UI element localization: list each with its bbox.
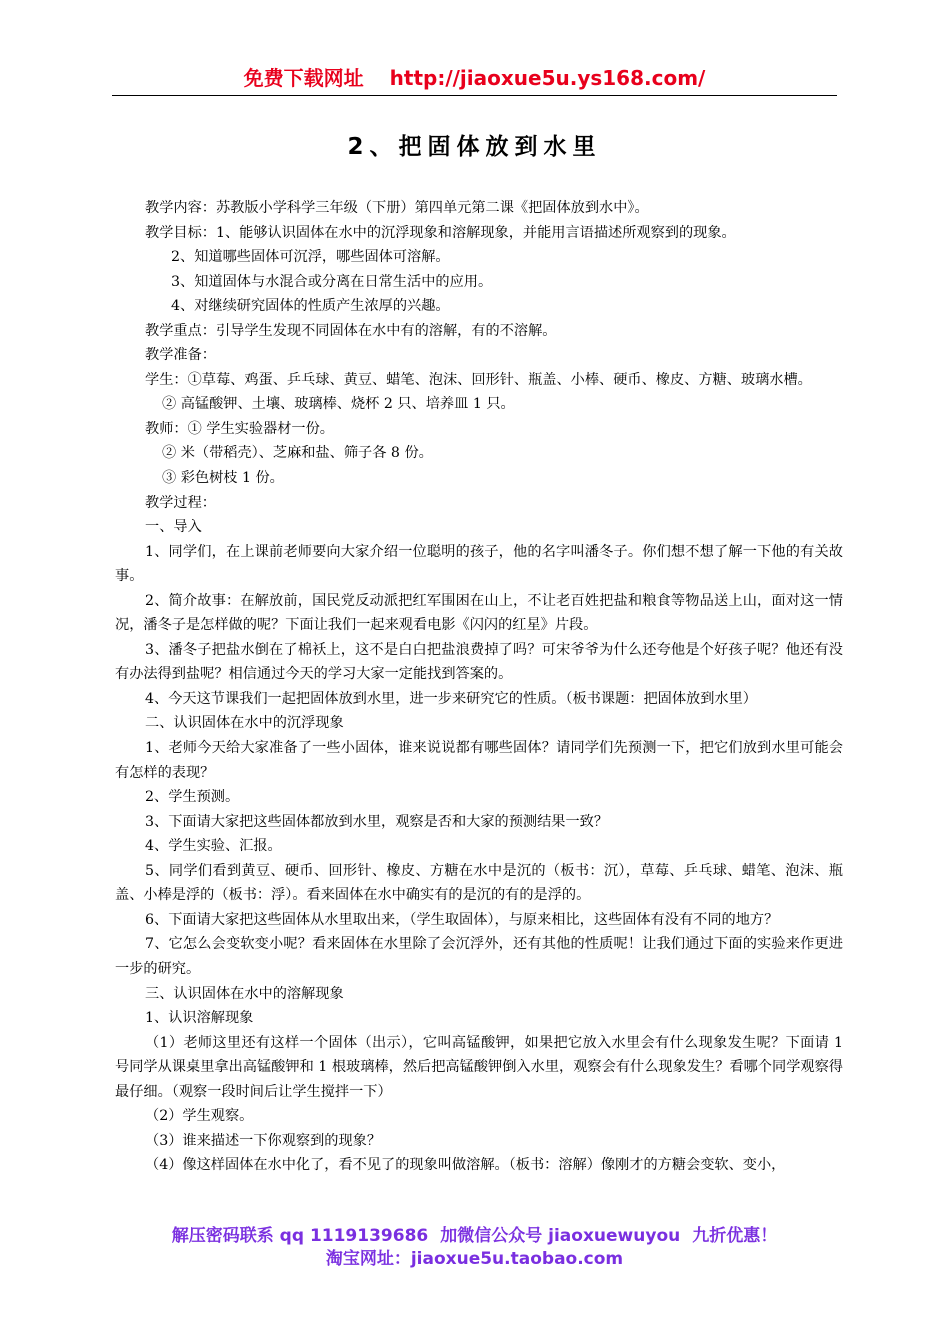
paragraph: ② 高锰酸钾、土壤、玻璃棒、烧杯 2 只、培养皿 1 只。 <box>162 396 515 413</box>
section-heading: 二、认识固体在水中的沉浮现象 <box>145 715 344 732</box>
footer-wechat: 加微信公众号 jiaoxuewuyou <box>440 1226 681 1246</box>
paragraph: 教学重点：引导学生发现不同固体在水中有的溶解，有的不溶解。 <box>145 322 557 339</box>
paragraph: 7、它怎么会变软变小呢？看来固体在水里除了会沉浮外，还有其他的性质呢！让我们通过下面的实验来作更进一步的研究。 <box>115 936 843 977</box>
paragraph: 2、学生预测。 <box>145 789 240 806</box>
paragraph: 学生：①草莓、鸡蛋、乒乓球、黄豆、蜡笔、泡沫、回形针、瓶盖、小棒、硬币、橡皮、方糖、玻璃水槽。 <box>145 371 812 388</box>
section-heading: 三、认识固体在水中的溶解现象 <box>145 985 344 1002</box>
paragraph: 1、认识溶解现象 <box>145 1010 254 1027</box>
paragraph: （4）像这样固体在水中化了，看不见了的现象叫做溶解。（板书：溶解）像刚才的方糖会变软、变小， <box>145 1157 786 1174</box>
paragraph: 2、知道哪些固体可沉浮，哪些固体可溶解。 <box>171 249 450 266</box>
footer-contact-line <box>112 1221 837 1246</box>
paragraph: 教学目标：1、能够认识固体在水中的沉浮现象和溶解现象，并能用言语描述所观察到的现象。 <box>145 224 736 241</box>
footer-qq: 解压密码联系 qq 1119139686 <box>171 1226 429 1246</box>
paragraph: 1、老师今天给大家准备了一些小固体，谁来说说都有哪些固体？请同学们先预测一下，把它们放到水里可能会有怎样的表现？ <box>115 740 843 781</box>
paragraph: 3、知道固体与水混合或分离在日常生活中的应用。 <box>171 273 493 290</box>
footer-discount: 九折优惠！ <box>692 1226 778 1246</box>
paragraph: ③ 彩色树枝 1 份。 <box>162 470 284 487</box>
paragraph: 教学内容：苏教版小学科学三年级（下册）第四单元第二课《把固体放到水中》。 <box>145 200 649 216</box>
section-heading: 一、导入 <box>145 519 202 536</box>
lesson-body <box>115 196 843 1178</box>
paragraph: ② 米（带稻壳）、芝麻和盐、筛子各 8 份。 <box>162 445 433 462</box>
paragraph: 5、同学们看到黄豆、硬币、回形针、橡皮、方糖在水中是沉的（板书：沉），草莓、乒乓球、蜡笔、泡沫、瓶盖、小棒是浮的（板书：浮）。看来固体在水中确实有的是沉的有的是浮的。 <box>115 862 843 904</box>
paragraph: 3、潘冬子把盐水倒在了棉袄上，这不是白白把盐浪费掉了吗？可宋爷爷为什么还夸他是个好孩子呢？他还有没有办法得到盐呢？相信通过今天的学习大家一定能找到答案的。 <box>115 641 843 683</box>
download-link-header <box>112 62 837 91</box>
header-label: 免费下载网址 <box>243 66 364 90</box>
header-divider <box>112 95 837 96</box>
header-url-link[interactable]: http://jiaoxue5u.ys168.com/ <box>389 66 706 90</box>
paragraph: 4、学生实验、汇报。 <box>145 838 282 855</box>
paragraph: 4、对继续研究固体的性质产生浓厚的兴趣。 <box>171 298 450 315</box>
page-title: 2、把固体放到水里 <box>347 134 602 160</box>
paragraph: 1、同学们，在上课前老师要向大家介绍一位聪明的孩子，他的名字叫潘冬子。你们想不想了解一下他的有关故事。 <box>115 543 843 585</box>
footer-taobao-link[interactable]: 淘宝网址：jiaoxue5u.taobao.com <box>325 1249 624 1269</box>
paragraph: 2、简介故事：在解放前，国民党反动派把红军围困在山上，不让老百姓把盐和粮食等物品送上山，面对这一情况，潘冬子是怎样做的呢？下面让我们一起来观看电影《闪闪的红星》片段。 <box>115 592 843 634</box>
paragraph: （2）学生观察。 <box>145 1108 254 1125</box>
paragraph: （1）老师这里还有这样一个固体（出示），它叫高锰酸钾，如果把它放入水里会有什么现象发生呢？下面请 1 号同学从课桌里拿出高锰酸钾和 1 根玻璃棒，然后把高锰酸钾倒入水里，观察会有什么现象发生？看哪个同学观察得最仔细。（观察一段时间后让学生搅拌一下） <box>115 1034 843 1100</box>
paragraph: 4、今天这节课我们一起把固体放到水里，进一步来研究它的性质。（板书课题：把固体放到水里） <box>145 690 757 707</box>
paragraph: 教学准备： <box>145 347 216 364</box>
paragraph: 6、下面请大家把这些固体从水里取出来，（学生取固体），与原来相比，这些固体有没有不同的地方？ <box>145 911 779 928</box>
paragraph: 教学过程： <box>145 494 216 511</box>
paragraph: 教师：① 学生实验器材一份。 <box>145 420 334 437</box>
paragraph: 3、下面请大家把这些固体都放到水里，观察是否和大家的预测结果一致？ <box>145 813 609 830</box>
paragraph: （3）谁来描述一下你观察到的现象？ <box>145 1132 382 1149</box>
